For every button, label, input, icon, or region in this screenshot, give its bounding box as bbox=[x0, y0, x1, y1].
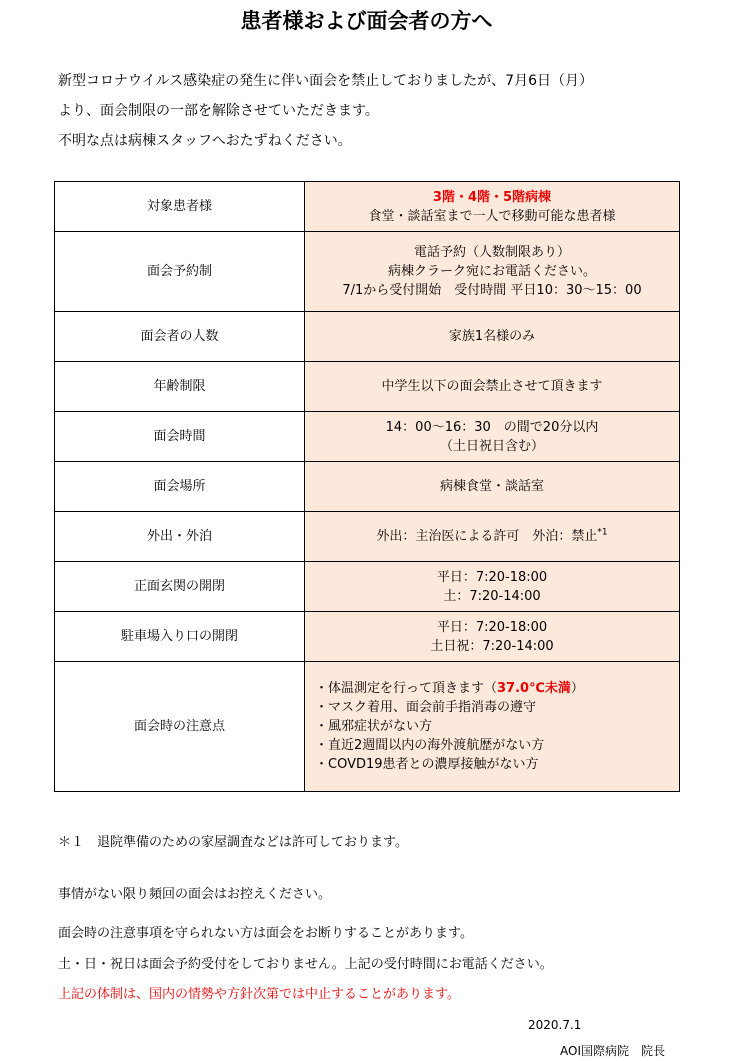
table-row bbox=[55, 312, 680, 362]
reservation-line-2: 病棟クラーク宛にお電話ください。 bbox=[387, 264, 596, 279]
caution-item-2: ・マスク着用、面会前手指消毒の遵守 bbox=[315, 700, 537, 715]
parking-weekday: 平日：7:20-18:00 bbox=[436, 619, 548, 635]
row-value-cautions bbox=[305, 662, 680, 792]
intro-line-1: 新型コロナウイルス感染症の発生に伴い面会を禁止しておりましたが、7月6日（月） bbox=[58, 73, 593, 89]
entrance-weekday: 平日：7:20-18:00 bbox=[436, 569, 548, 585]
caution-item-5: ・COVD19患者との濃厚接触がない方 bbox=[315, 757, 539, 772]
row-value-reservation bbox=[305, 232, 680, 312]
intro-line-3: 不明な点は病棟スタッフへおたずねください。 bbox=[58, 133, 352, 149]
issue-date: 2020.7.1 bbox=[528, 1018, 582, 1032]
target-condition: 食堂・談話室まで一人で移動可能な患者様 bbox=[368, 208, 616, 224]
row-value-entrance bbox=[305, 562, 680, 612]
hours-line-1: 14：00〜16：30 の間で20分以内 bbox=[385, 419, 599, 435]
row-value-age: 中学生以下の面会禁止させて頂きます bbox=[305, 362, 680, 412]
reservation-line-1: 電話予約（人数制限あり） bbox=[413, 245, 570, 260]
table-row bbox=[55, 612, 680, 662]
footnote: ＊１ 退院準備のための家屋調査などは許可しております。 bbox=[58, 835, 408, 850]
row-value-visitors: 家族1名様のみ bbox=[305, 312, 680, 362]
hours-line-2: （土日祝日含む） bbox=[439, 438, 544, 454]
temperature-limit: 37.0℃未満 bbox=[497, 681, 571, 696]
note-line-1: 事情がない限り頻回の面会はお控えください。 bbox=[58, 887, 332, 902]
intro-line-2: より、面会制限の一部を解除させていただきます。 bbox=[58, 103, 379, 119]
table-row bbox=[55, 232, 680, 312]
caution-item-1-suffix: ） bbox=[570, 681, 584, 696]
note-line-2: 面会時の注意事項を守られない方は面会をお断りすることがあります。 bbox=[58, 926, 473, 941]
target-wards: 3階・4階・5階病棟 bbox=[432, 189, 552, 205]
note-line-3: 土・日・祝日は面会予約受付をしておりません。上記の受付時間にお電話ください。 bbox=[58, 957, 553, 972]
row-value-parking bbox=[305, 612, 680, 662]
caution-item-3: ・風邪症状がない方 bbox=[315, 719, 433, 734]
row-label-target: 対象患者様 bbox=[55, 182, 305, 232]
row-label-entrance: 正面玄関の開閉 bbox=[55, 562, 305, 612]
table-row bbox=[55, 462, 680, 512]
row-label-outing: 外出・外泊 bbox=[55, 512, 305, 562]
warning-line: 上記の体制は、国内の情勢や方針次第では中止することがあります。 bbox=[58, 987, 460, 1002]
table-row bbox=[55, 562, 680, 612]
outing-text: 外出：主治医による許可 外泊：禁止 bbox=[376, 529, 598, 544]
row-label-reservation: 面会予約制 bbox=[55, 232, 305, 312]
row-label-cautions: 面会時の注意点 bbox=[55, 662, 305, 792]
row-label-hours: 面会時間 bbox=[55, 412, 305, 462]
caution-item-1 bbox=[315, 679, 679, 698]
table-row bbox=[55, 182, 680, 232]
row-label-place: 面会場所 bbox=[55, 462, 305, 512]
entrance-saturday: 土：7:20-14:00 bbox=[443, 588, 541, 604]
table-row bbox=[55, 412, 680, 462]
table-row bbox=[55, 362, 680, 412]
table-row bbox=[55, 662, 680, 792]
table-row bbox=[55, 512, 680, 562]
caution-item-4: ・直近2週間以内の海外渡航歴がない方 bbox=[315, 738, 545, 753]
page-title: 患者様および面会者の方へ bbox=[240, 9, 493, 33]
row-label-visitors: 面会者の人数 bbox=[55, 312, 305, 362]
reservation-line-3: 7/1から受付開始 受付時間 平日10：30〜15：00 bbox=[342, 283, 642, 298]
row-label-age: 年齢制限 bbox=[55, 362, 305, 412]
footnote-marker: *1 bbox=[597, 527, 608, 538]
visit-rules-table bbox=[54, 181, 680, 792]
row-value-target bbox=[305, 182, 680, 232]
caution-item-1-prefix: ・体温測定を行って頂きます（ bbox=[315, 681, 498, 696]
row-value-place: 病棟食堂・談話室 bbox=[305, 462, 680, 512]
row-value-hours bbox=[305, 412, 680, 462]
row-label-parking: 駐車場入り口の開閉 bbox=[55, 612, 305, 662]
signature: AOI国際病院 院長 bbox=[560, 1044, 665, 1058]
row-value-outing bbox=[305, 512, 680, 562]
parking-weekend: 土日祝：7:20-14:00 bbox=[430, 638, 554, 654]
